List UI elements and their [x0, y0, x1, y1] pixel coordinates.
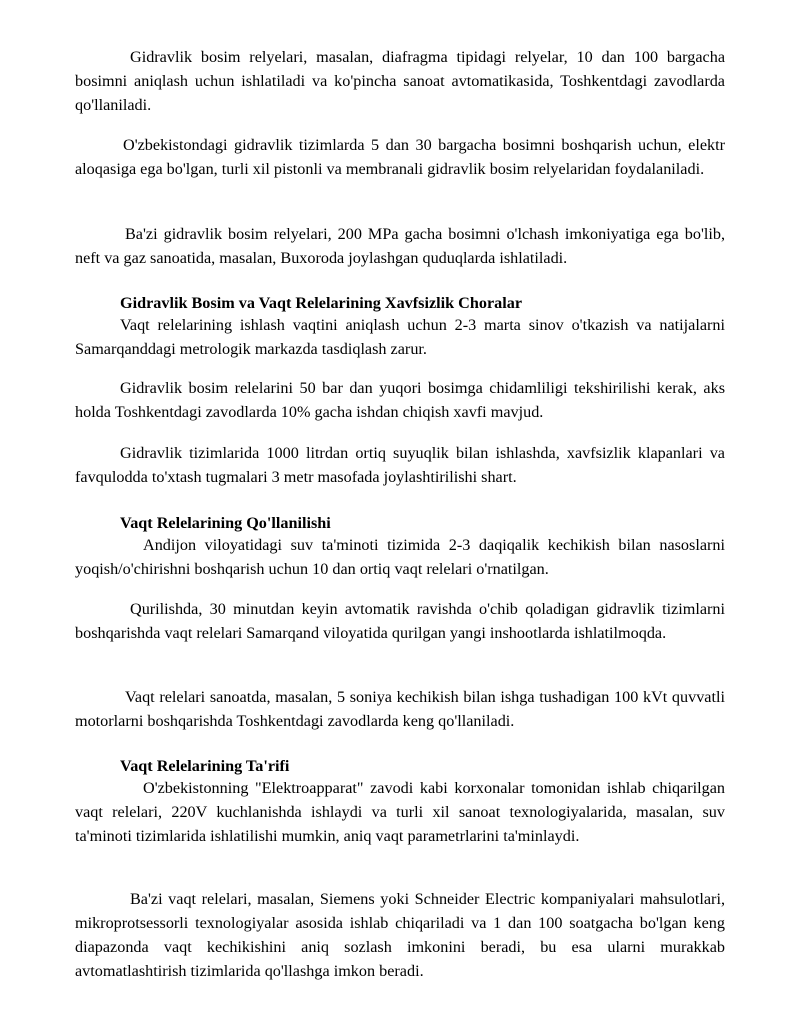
usage-paragraph-2: Qurilishda, 30 minutdan keyin avtomatik ravishda o'chib qoladigan gidravlik tizimlarni boshqarishda vaqt relelari Samarqand viloyatida qurilgan yangi inshootlarda ishlatilmoqda. [75, 600, 725, 642]
safety-heading: Gidravlik Bosim va Vaqt Relelarining Xavfsizlik Choralar [120, 294, 523, 312]
usage-paragraph-1: Andijon viloyatidagi suv ta'minoti tizimida 2-3 daqiqalik kechikish bilan nasoslarni yoqish/o'chirishni boshqarish uchun 10 dan ortiq vaqt relelari o'rnatilgan. [75, 536, 725, 578]
safety-paragraph-2: Gidravlik bosim relelarini 50 bar dan yuqori bosimga chidamliligi tekshirilishi kerak, aks holda Toshkentdagi zavodlarda 10% gacha ishdan chiqish xavfi mavjud. [75, 379, 725, 421]
definition-paragraph-1: O'zbekistonning "Elektroapparat" zavodi kabi korxonalar tomonidan ishlab chiqarilgan vaqt relelari, 220V kuchlanishda ishlaydi va turli xil sanoat texnologiyalarida, masalan, suv ta'minoti tizimlarida ishlatilishi mumkin, aniq vaqt parametrlarini ta'minlaydi. [75, 779, 725, 845]
usage-paragraph-3: Vaqt relelari sanoatda, masalan, 5 soniya kechikish bilan ishga tushadigan 100 kVt quvvatli motorlarni boshqarishda Toshkentdagi zavodlarda keng qo'llaniladi. [75, 688, 725, 730]
usage-heading: Vaqt Relelarining Qo'llanilishi [120, 514, 331, 532]
definition-heading: Vaqt Relelarining Ta'rifi [120, 757, 290, 775]
safety-paragraph-3: Gidravlik tizimlarida 1000 litrdan ortiq suyuqlik bilan ishlashda, xavfsizlik klapanlari va favqulodda to'xtash tugmalari 3 metr masofada joylashtirilishi shart. [75, 444, 725, 486]
intro-paragraph-3: Ba'zi gidravlik bosim relyelari, 200 MPa gacha bosimni o'lchash imkoniyatiga ega bo'lib, neft va gaz sanoatida, masalan, Buxoroda joylashgan quduqlarda ishlatiladi. [75, 225, 725, 267]
definition-paragraph-2: Ba'zi vaqt relelari, masalan, Siemens yoki Schneider Electric kompaniyalari mahsulotlari, mikroprotsessorli texnologiyalar asosida ishlab chiqariladi va 1 dan 100 soatgacha bo'lgan keng diapazonda vaqt kechikishini aniq sozlash imkonini beradi, bu esa ularni murakkab avtomatlashtirish tizimlarida qo'llashga imkon beradi. [75, 890, 725, 980]
safety-paragraph-1: Vaqt relelarining ishlash vaqtini aniqlash uchun 2-3 marta sinov o'tkazish va natijalarni Samarqanddagi metrologik markazda tasdiqlash zarur. [75, 316, 725, 358]
intro-paragraph-1: Gidravlik bosim relyelari, masalan, diafragma tipidagi relyelar, 10 dan 100 bargacha bosimni aniqlash uchun ishlatiladi va ko'pincha sanoat avtomatikasida, Toshkentdagi zavodlarda qo'llaniladi. [75, 48, 725, 114]
intro-paragraph-2: O'zbekistondagi gidravlik tizimlarda 5 dan 30 bargacha bosimni boshqarish uchun, elektr aloqasiga ega bo'lgan, turli xil pistonli va membranali gidravlik bosim relyelaridan foydalaniladi. [75, 136, 725, 178]
